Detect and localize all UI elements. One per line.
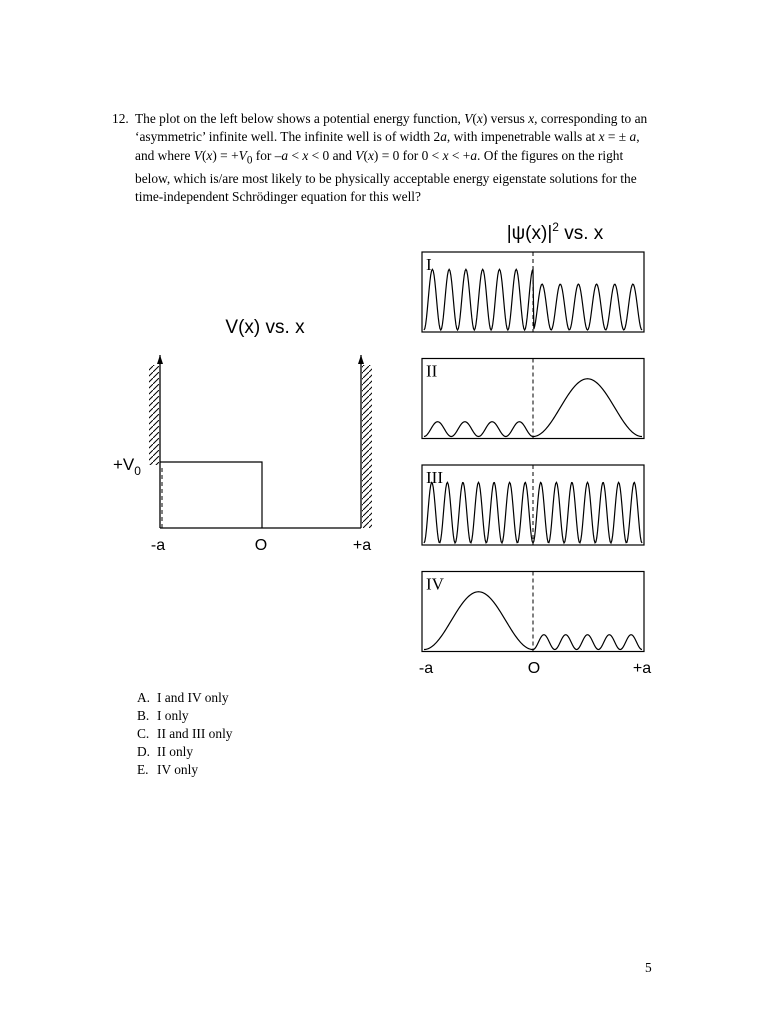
psi-panel-frame [422, 359, 644, 439]
question-number: 12. [112, 111, 129, 126]
psi-panel-label: I [426, 255, 432, 274]
psi-panel-1 [422, 252, 644, 332]
psi-panel-label: III [426, 468, 443, 487]
right-wall-arrow [358, 355, 364, 364]
psi-squared-figure [410, 215, 665, 680]
left-wall-hatch [149, 365, 159, 465]
psi-curve [424, 482, 642, 543]
psi-title: $|\psi(x)|^2$ vs. x [506, 220, 604, 244]
tick-label-plus-a: +a [352, 537, 372, 554]
psi-panels [422, 252, 644, 652]
v0-label: $+V_0$ [113, 455, 141, 478]
potential-step [160, 462, 262, 528]
question-text: The plot on the left below shows a potential energy function, V(x) versus x, corresponding to an ‘asymmetric’ infinite well. The infinite well is of width 2a, with impenetrable walls at x = ± a, and where $V(x) = +V_0$ for –a < x < 0 and V(x) = 0 for 0 < x < +a. Of the figures on the right below, which is/are most likely to be physically acceptable energy eigenstate solutions for the time-independent Schrödinger equation for this well? [135, 111, 648, 204]
psi-tick-plus-a: +a [632, 660, 652, 677]
potential-figure [105, 300, 390, 560]
psi-panel-label: II [426, 361, 438, 381]
psi-tick-minus-a: -a [418, 660, 434, 677]
choice-b[interactable]: B. I only [137, 708, 189, 723]
answer-choices [137, 689, 232, 779]
tick-label-minus-a: -a [150, 537, 166, 554]
psi-tick-origin: O [527, 660, 541, 677]
tick-label-origin: O [254, 537, 268, 554]
question-block [112, 110, 657, 206]
left-wall-arrow [157, 355, 163, 364]
psi-panel-label: IV [426, 574, 444, 594]
choice-c[interactable]: C. II and III only [137, 726, 233, 741]
page-number: 5 [645, 960, 652, 975]
psi-panel-2 [422, 359, 644, 439]
potential-title: V(x) vs. x [225, 317, 305, 338]
choice-e[interactable]: E. IV only [137, 762, 199, 777]
psi-panel-frame [422, 572, 644, 652]
right-wall-hatch [362, 365, 372, 528]
psi-curve [424, 269, 642, 330]
psi-panel-frame [422, 465, 644, 545]
choice-a[interactable]: A. I and IV only [137, 690, 229, 705]
psi-panel-3 [422, 465, 644, 545]
choice-d[interactable]: D. II only [137, 744, 194, 759]
psi-panel-4 [422, 572, 644, 652]
